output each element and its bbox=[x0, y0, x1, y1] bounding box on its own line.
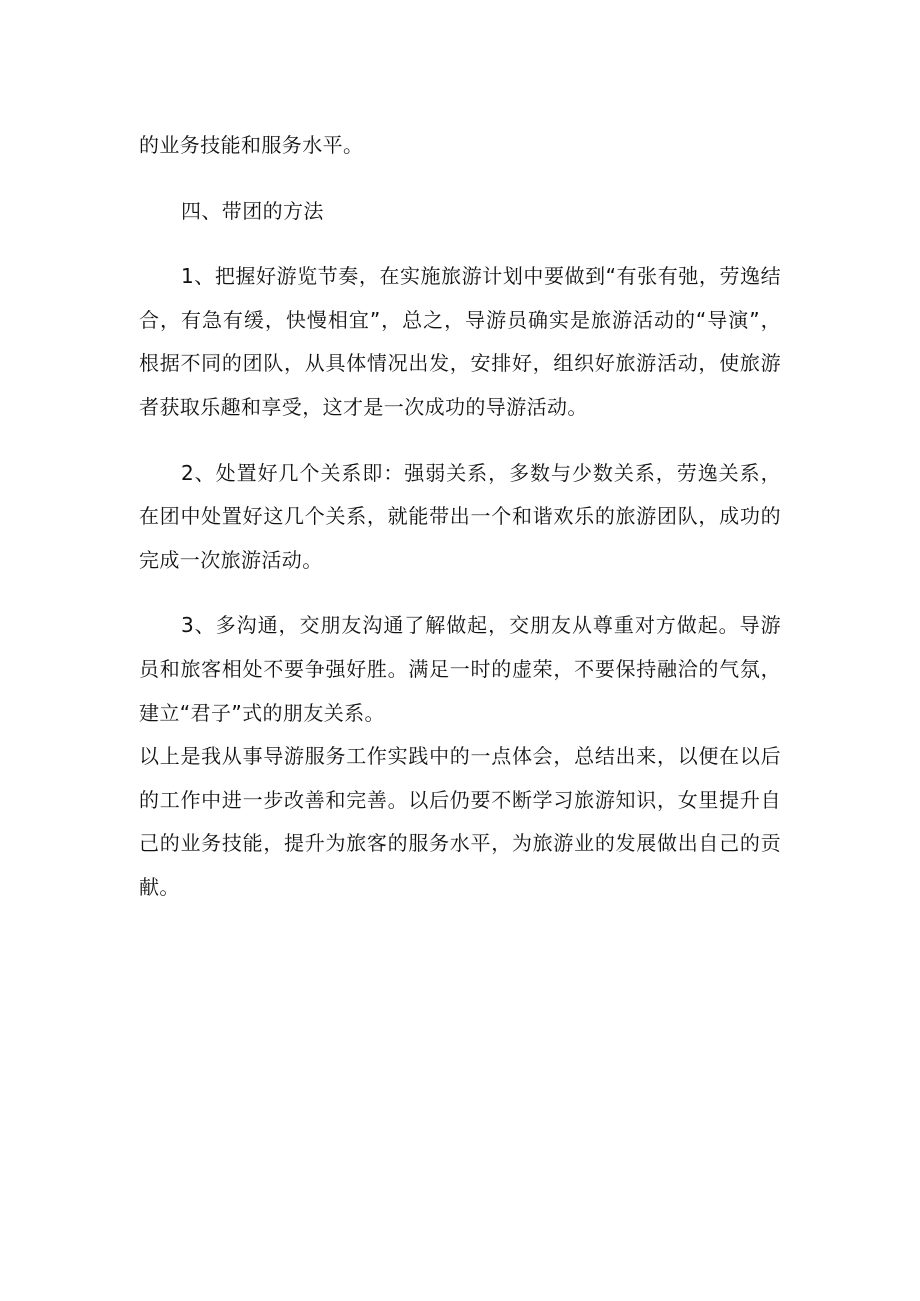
list-item: 3、多沟通，交朋友沟通了解做起，交朋友从尊重对方做起。导游员和旅客相处不要争强好胜。满足一时的虚荣，不要保持融洽的气氛，建立“君子”式的朋友关系。 bbox=[139, 613, 781, 725]
section-heading: 四、带团的方法 bbox=[181, 198, 324, 223]
conclusion-paragraph: 以上是我从事导游服务工作实践中的一点体会，总结出来，以便在以后的工作中进一步改善和完善。以后仍要不断学习旅游知识，女里提升自己的业务技能，提升为旅客的服务水平，为旅游业的发展做出自己的贡献。 bbox=[139, 744, 781, 899]
list-item: 1、把握好游览节奏，在实施旅游计划中要做到“有张有弛，劳逸结合，有急有缓，快慢相宜”，总之，导游员确实是旅游活动的“导演”，根据不同的团队，从具体情况出发，安排好，组织好旅游活动，使旅游者获取乐趣和享受，这才是一次成功的导游活动。 bbox=[139, 264, 781, 419]
list-item: 2、处置好几个关系即：强弱关系，多数与少数关系，劳逸关系，在团中处置好这几个关系，就能带出一个和谐欢乐的旅游团队，成功的完成一次旅游活动。 bbox=[139, 460, 781, 572]
document-body bbox=[139, 124, 781, 910]
continuation-paragraph: 的业务技能和服务水平。 bbox=[139, 133, 364, 157]
